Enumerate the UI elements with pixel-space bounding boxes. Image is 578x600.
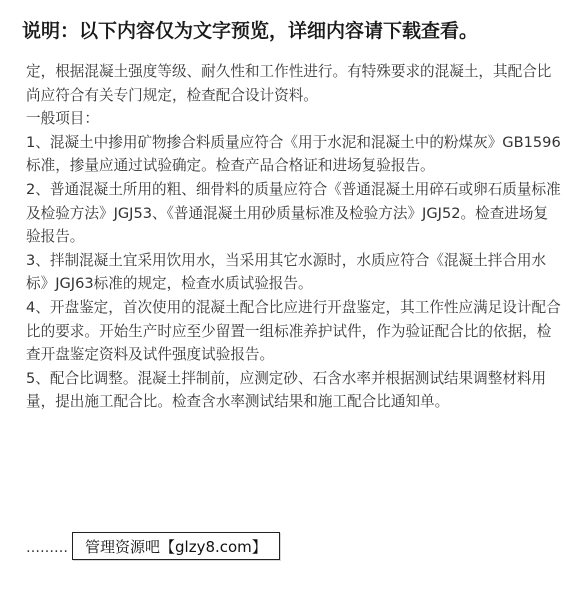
paragraph-item-4: 4、开盘鉴定，首次使用的混凝土配合比应进行开盘鉴定，其工作性应满足设计配合比的要求。开始生产时应至少留置一组标准养护试件，作为验证配合比的依据，检查开盘鉴定资料及试件强度试验报告。 bbox=[26, 298, 561, 364]
brand-label: 管理资源吧【glzy8.com】 bbox=[85, 537, 267, 556]
paragraph-item-2: 2、普通混凝土所用的粗、细骨料的质量应符合《普通混凝土用碎石或卵石质量标准及检验方法》JGJ53、《普通混凝土用砂质量标准及检验方法》JGJ52。检查进场复验报告。 bbox=[26, 180, 561, 246]
paragraph-item-1: 1、混凝土中掺用矿物掺合料质量应符合《用于水泥和混凝土中的粉煤灰》GB1596标准，掺量应通过试验确定。检查产品合格证和进场复验报告。 bbox=[26, 133, 561, 175]
document-body bbox=[26, 60, 562, 414]
section-heading-general: 一般项目： bbox=[26, 110, 99, 128]
paragraph-intro: 定，根据混凝土强度等级、耐久性和工作性进行。有特殊要求的混凝土，其配合比尚应符合有关专门规定，检查配合设计资料。 bbox=[26, 63, 552, 104]
paragraph-item-5: 5、配合比调整。混凝土拌制前，应测定砂、石含水率并根据测试结果调整材料用量，提出施工配合比。检查含水率测试结果和施工配合比通知单。 bbox=[26, 369, 547, 411]
continuation-ellipsis: ……… bbox=[26, 540, 68, 556]
preview-notice: 说明：以下内容仅为文字预览，详细内容请下载查看。 bbox=[22, 20, 479, 42]
paragraph-item-3: 3、拌制混凝土宜采用饮用水，当采用其它水源时，水质应符合《混凝土拌合用水标》JGJ63标准的规定，检查水质试验报告。 bbox=[26, 251, 547, 293]
footer bbox=[26, 532, 280, 560]
brand-watermark-box bbox=[72, 532, 280, 560]
